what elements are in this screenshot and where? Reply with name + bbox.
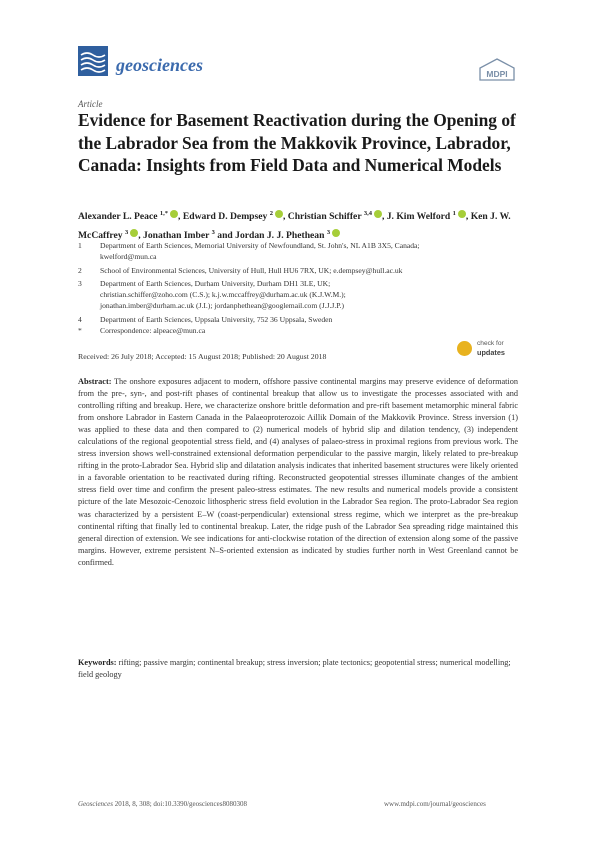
check-updates-icon (457, 341, 472, 356)
abstract-text: The onshore exposures adjacent to modern, offshore passive continental margins may preserve evidence of deformation from the pre-, syn-, and post-rift phases of continental breakup that allow us to investigate the processes associated with and controlling rifting and breakup. Here, we characterize onshore brittle deformation and pre-rift basement metamorphic mineral fabric from onshore Labrador in Eastern Canada in the Palaeoproterozoic Aillik Domain of the Makkovik Province. Stress inversion (1) was applied to these data and then compared to (2) numerical models of hybrid slip and dilation tendency, (3) independent calculations of the regional geopotential stress field, and (4) analyses of palaeo-stress in proximal regions from previous work. The stress inversion shows well-constrained extensional deformation perpendicular to the passive margin, likely related to pre-breakup rifting in the proto-Labrador Sea. Hybrid slip and dilatation analysis indicates that inherited basement structures were likely oriented in a favorable orientation to be reactivated during rifting. Reconstructed geopotential stresses illuminate changes of the ambient stress field over time and confirm the present paleo-stress estimates. The new results and numerical models provide a consistent picture of the late Mesozoic-Cenozoic lithospheric stress field evolution in the Labrador Sea region. The proto-Labrador Sea region was characterized by a persistent E–W (coast-perpendicular) extensional stress regime, which we interpret as the pre-breakup continental rifting that finally led to continental breakup. Later, the ridge push of the Labrador Sea spreading ridge maintained this general direction of extension. We see indications for anti-clockwise rotation of the direction of extension along some of the passive margins. However, extreme persistent N–S-oriented extension as indicated by studies further north in West Greenland cannot be confirmed. (78, 377, 518, 567)
affiliation: 4 Department of Earth Sciences, Uppsala University, 752 36 Uppsala, Sweden (78, 314, 333, 324)
keywords (78, 657, 518, 681)
check-for-updates-button[interactable] (457, 339, 527, 367)
affiliation: 3 Department of Earth Sciences, Durham University, Durham DH1 3LE, UK; christian.schiffer@zoho.com (C.S.); k.j.w.mccaffrey@durham.ac.uk (K.J.W.M.); jonathan.imber@durham.ac.uk (J.I.); jordanphethean@googlemail.com (J.J.J.P.) (78, 279, 346, 310)
check-updates-label: check for (477, 340, 504, 347)
keywords-text: rifting; passive margin; continental breakup; stress inversion; plate tectonics; geopotential stress; numerical modelling; field geology (78, 658, 511, 679)
publisher-name: MDPI (486, 69, 508, 79)
article-type: Article (78, 99, 103, 109)
author[interactable]: Jonathan Imber $^3$ (143, 229, 215, 242)
author[interactable]: Edward D. Dempsey $^2$ (183, 211, 283, 222)
author[interactable]: Jordan J. J. Phethean $^3$ (235, 230, 340, 241)
author[interactable]: Christian Schiffer $^{3,4}$ (288, 211, 382, 222)
affiliation-marker: 1 (78, 241, 82, 250)
footer-citation: Geosciences 2018, 8, 308; doi:10.3390/geosciences8080308 (78, 800, 247, 808)
mdpi-logo-icon (478, 58, 516, 82)
affiliations (78, 240, 538, 336)
affiliation: 1 Department of Earth Sciences, Memorial University of Newfoundland, St. John's, NL A1B 3X5, Canada; kwelford@mun.ca (78, 241, 420, 261)
check-updates-label-bold: updates (477, 348, 505, 357)
affiliation-marker: 3 (78, 279, 82, 288)
footer-url[interactable]: www.mdpi.com/journal/geosciences (384, 800, 486, 808)
orcid-icon (275, 210, 283, 218)
author[interactable]: J. Kim Welford $^1$ (387, 211, 466, 222)
article-title: Evidence for Basement Reactivation during the Opening of the Labrador Sea from the Makkovik Province, Labrador, Canada: Insights from Field Data and Numerical Models (78, 110, 516, 175)
affiliation-marker: 4 (78, 314, 82, 324)
orcid-icon (332, 229, 340, 237)
publication-dates: Received: 26 July 2018; Accepted: 15 August 2018; Published: 20 August 2018 (78, 352, 327, 361)
correspondence: * Correspondence: alpeace@mun.ca (78, 325, 206, 335)
orcid-icon (374, 210, 382, 218)
orcid-icon (170, 210, 178, 218)
author[interactable]: Ken J. W. McCaffrey $^3$ (78, 211, 511, 242)
affiliation-marker: 2 (78, 265, 82, 275)
affiliation-marker: * (78, 325, 82, 335)
abstract-label: Abstract: (78, 377, 112, 386)
orcid-icon (130, 229, 138, 237)
geosciences-wave-logo-icon (78, 46, 108, 76)
author[interactable]: Alexander L. Peace $^{1,*}$ (78, 211, 178, 222)
orcid-icon (458, 210, 466, 218)
keywords-label: Keywords: (78, 658, 117, 667)
author-list: Alexander L. Peace $^{1,*}$ , Edward D. Dempsey $^2$ , Christian Schiffer $^{3,4}$ , J. Kim Welford $^1$ , Ken J. W. McCaffrey $^3$ , Jonathan Imber $^3$ and Jordan J. J. Phethean $^3$ (78, 210, 511, 242)
journal-name: geosciences (116, 55, 203, 75)
affiliation: 2 School of Environmental Sciences, University of Hull, Hull HU6 7RX, UK; e.dempsey@hull.ac.uk (78, 265, 403, 275)
abstract (78, 376, 518, 569)
